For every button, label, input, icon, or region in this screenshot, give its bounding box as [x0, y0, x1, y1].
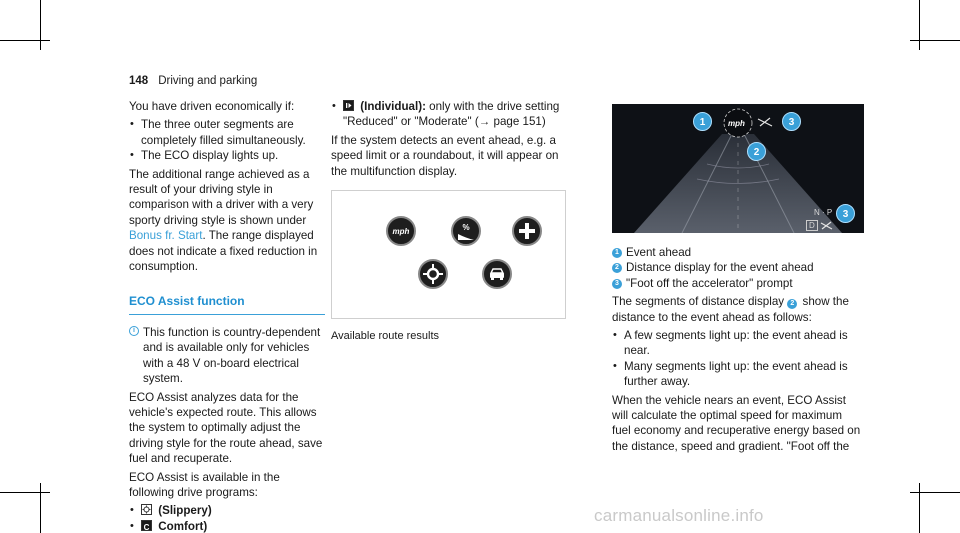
segment-rules-list: [612, 328, 862, 390]
crop-mark: [910, 40, 960, 41]
gear-indicator: N · P: [814, 208, 833, 217]
legend-item: 2 Distance display for the event ahead: [612, 260, 862, 275]
analyze-paragraph: ECO Assist analyzes data for the vehicle's expected route. This allows the system to optimally adjust the driving style for the route ahead, save fuel and recuperate.: [129, 390, 323, 466]
route-results-figure: [331, 190, 566, 319]
segments-paragraph: The segments of distance display 2 show the distance to the event ahead as follows:: [612, 295, 849, 324]
conditions-list: [129, 117, 325, 163]
list-item: • The ECO display lights up.: [129, 148, 325, 163]
vehicle-ahead-icon: [482, 259, 512, 289]
section-name: Driving and parking: [158, 75, 258, 87]
crop-mark: [0, 492, 50, 493]
comfort-icon: • C: [141, 520, 152, 531]
crop-mark: [910, 492, 960, 493]
list-item: • A few segments light up: the event ahead is near.: [612, 328, 862, 359]
crop-mark: [40, 483, 41, 533]
individual-text: only with the drive setting "Reduced" or "Moderate" (→ page 151): [343, 100, 560, 129]
callout-badge-3-lower: 3: [836, 204, 855, 223]
crop-mark: [919, 0, 920, 50]
foot-off-icon: [820, 220, 834, 230]
individual-icon: [343, 100, 354, 111]
callout-badge-3: 3: [782, 112, 801, 131]
intro-text: You have driven economically if:: [129, 100, 295, 113]
section-title: ECO Assist function: [129, 294, 325, 314]
info-note: [129, 325, 325, 387]
event-paragraph: If the system detects an event ahead, e.g. a speed limit or a roundabout, it will appear on the multifunction display.: [331, 133, 559, 178]
crop-mark: [919, 483, 920, 533]
page-header: [129, 75, 257, 87]
gear-letter: D: [806, 220, 818, 231]
multifunction-display-image: [612, 104, 864, 233]
figure-caption: Available route results: [331, 330, 440, 342]
legend-item: 1 Event ahead: [612, 245, 862, 260]
dash-speed-icon: mph: [728, 119, 745, 128]
note-text: This function is country-dependent and is available only for vehicles with a 48 V on-board electrical system.: [143, 325, 321, 386]
individual-label: (Individual):: [360, 100, 426, 113]
list-item: [129, 503, 325, 518]
callout-badge-2: 2: [747, 142, 766, 161]
programs-intro: ECO Assist is available in the following drive programs:: [129, 470, 280, 499]
roundabout-icon: [418, 259, 448, 289]
svg-text:%: %: [462, 223, 470, 232]
left-column: [129, 99, 325, 533]
list-item: • The three outer segments are completely filled simultaneously.: [129, 117, 325, 148]
list-item: • Many segments light up: the event ahead is further away.: [612, 359, 862, 390]
crop-mark: [0, 40, 50, 41]
middle-column: [331, 99, 569, 182]
list-item: [331, 99, 569, 130]
crop-mark: [40, 0, 41, 50]
right-column: [612, 245, 862, 457]
programs-list: [129, 503, 325, 533]
program-label: Comfort): [158, 519, 208, 533]
range-paragraph: The additional range achieved as a result of your driving style in comparison with a driver with a very sporty driving style is shown under Bonus fr. Start. The range displayed does not indicate a fixed reduction in consumption.: [129, 167, 318, 274]
legend-item: 3 "Foot off the accelerator" prompt: [612, 276, 862, 291]
intersection-icon: [512, 216, 542, 246]
callout-badge-1: 1: [693, 112, 712, 131]
program-label: (Slippery): [158, 504, 212, 518]
speed-limit-icon: mph: [386, 216, 416, 246]
page-number: 148: [129, 75, 149, 87]
list-item: [129, 519, 325, 533]
info-icon: i: [129, 326, 139, 336]
gradient-icon: [451, 216, 481, 246]
watermark: carmanualsonline.info: [594, 506, 764, 525]
slippery-icon: [141, 504, 152, 515]
bonus-link[interactable]: Bonus fr. Start: [129, 229, 203, 243]
legend: [612, 245, 862, 291]
closing-paragraph: When the vehicle nears an event, ECO Assist will calculate the optimal speed for maximum fuel economy and recuperative energy based on the distance, speed and gradient. "Foot off the: [612, 393, 861, 453]
